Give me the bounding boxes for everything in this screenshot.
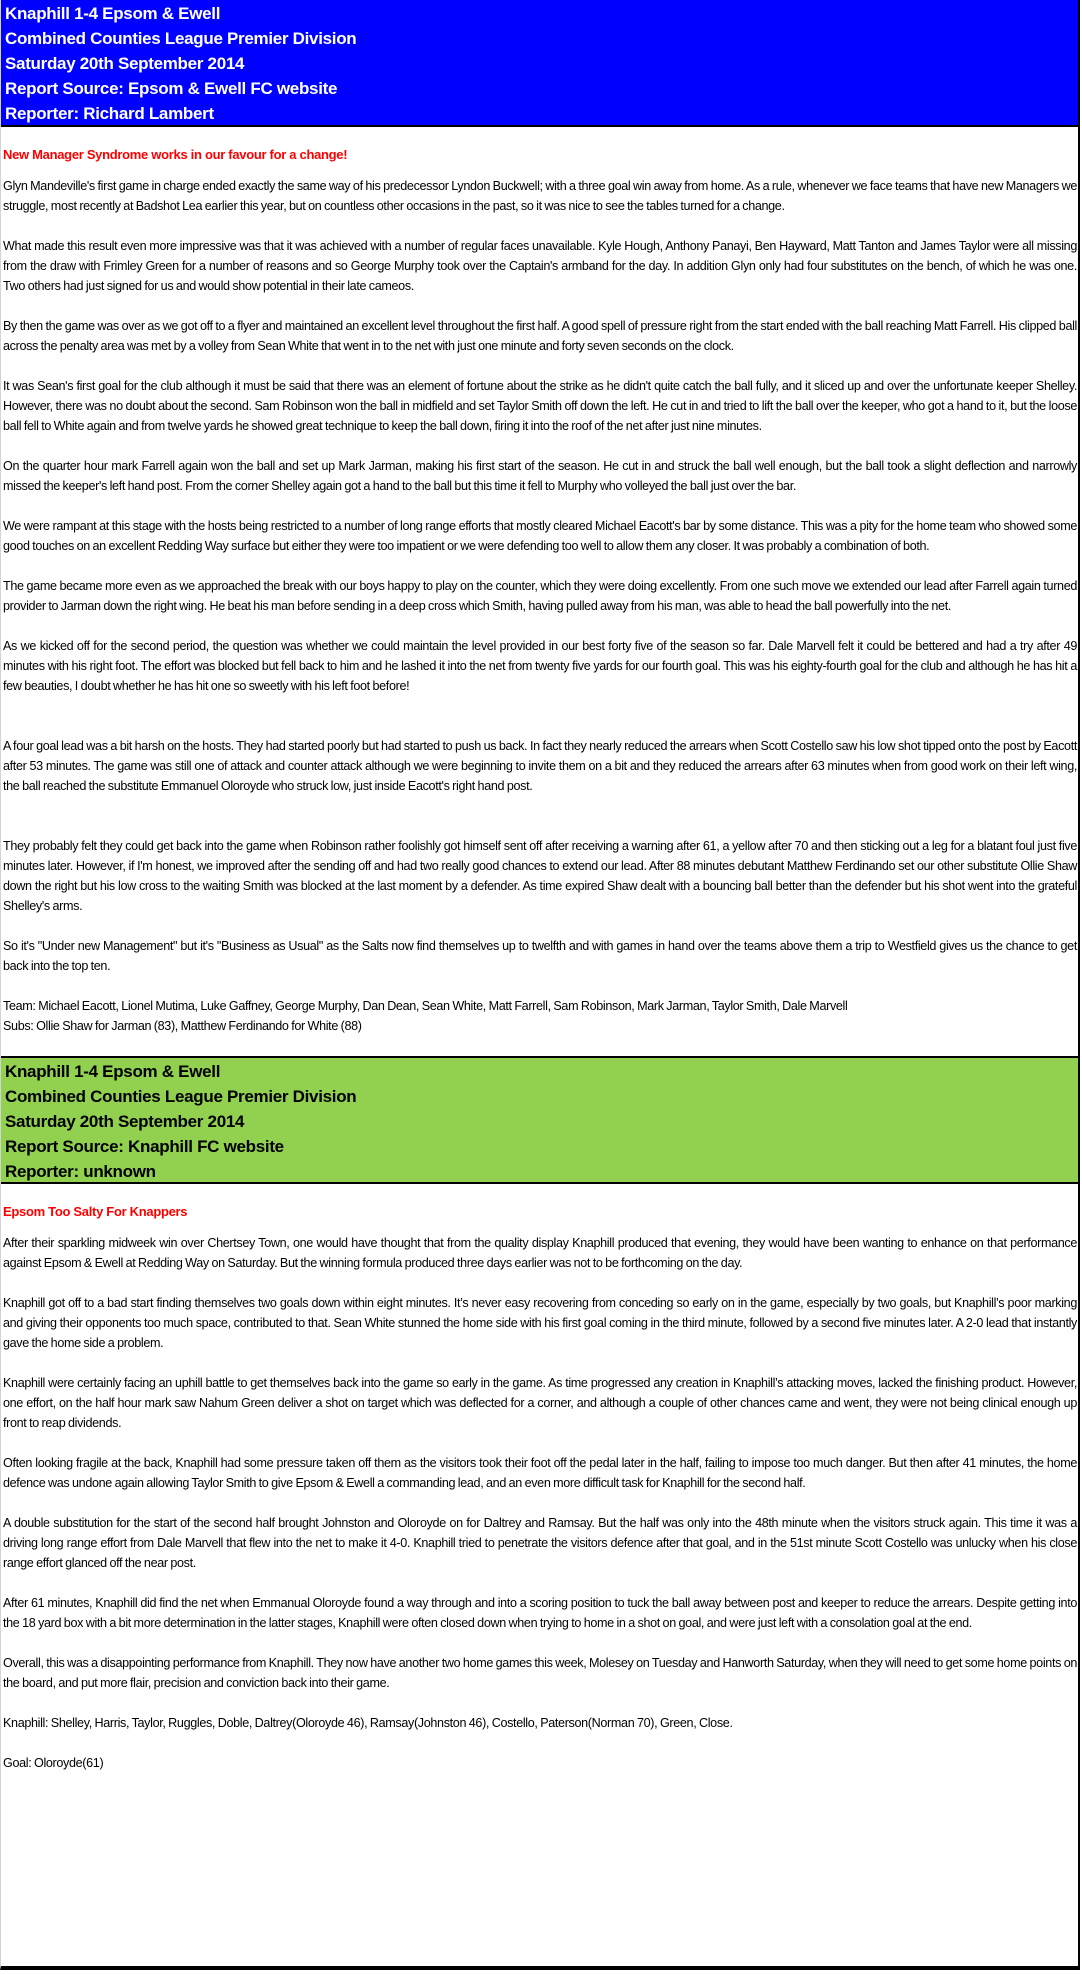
- match-date: Saturday 20th September 2014: [5, 54, 245, 73]
- report-body-epsom: [1, 127, 1078, 1056]
- reporter: Reporter: unknown: [5, 1162, 156, 1181]
- report-paragraph: After 61 minutes, Knaphill did find the net when Emmanual Oloroyde found a way through and into a scoring position to tuck the ball away between post and keeper to reduce the arrears. Despite getting into the 18 yard box with a bit more determination in the latter stages, Knaphill were often closed down when trying to home in a shot on goal, and were just left with a consolation goal at the end.: [3, 1596, 1077, 1630]
- report-paragraph: The game became more even as we approached the break with our boys happy to play on the counter, which they were doing excellently. From one such move we extended our lead after Farrell again turned provider to Jarman down the right wing. He beat his man before sending in a deep cross which Smith, having pulled away from his man, was able to head the ball powerfully into the net.: [3, 579, 1077, 613]
- report-headline: New Manager Syndrome works in our favour for a change!: [3, 147, 348, 162]
- match-title: Knaphill 1-4 Epsom & Ewell: [5, 1062, 221, 1081]
- report-paragraph: What made this result even more impressive was that it was achieved with a number of regular faces unavailable. Kyle Hough, Anthony Panayi, Ben Hayward, Matt Tanton and James Taylor were all missing from the draw with Frimley Green for a number of reasons and so George Murphy took over the Captain's armband for the day. In addition Glyn only had four substitutes on the bench, of which he was one. Two others had just signed for us and would show potential in their late cameos.: [3, 239, 1077, 293]
- report-paragraph: By then the game was over as we got off to a flyer and maintained an excellent level throughout the first half. A good spell of pressure right from the start ended with the ball reaching Matt Farrell. His clipped ball across the penalty area was met by a volley from Sean White that went in to the net with just one minute and forty seven seconds on the clock.: [3, 319, 1077, 353]
- match-date: Saturday 20th September 2014: [5, 1112, 245, 1131]
- report-paragraph: They probably felt they could get back into the game when Robinson rather foolishly got himself sent off after receiving a warning after 61, a yellow after 70 and then sticking out a leg for a blatant foul just five minutes later. However, if I'm honest, we improved after the sending off and had two really good chances to extend our lead. After 88 minutes debutant Matthew Ferdinando set our other substitute Ollie Shaw down the right but his low cross to the waiting Smith was blocked at the last moment by a defender. As time expired Shaw dealt with a bouncing ball better than the defender but his shot went into the grateful Shelley's arms.: [3, 839, 1077, 913]
- competition: Combined Counties League Premier Division: [5, 1087, 357, 1106]
- report-paragraph: Glyn Mandeville's first game in charge ended exactly the same way of his predecessor Lyndon Buckwell; with a three goal win away from home. As a rule, whenever we face teams that have new Managers we struggle, most recently at Badshot Lea earlier this year, but on countless other occasions in the past, so it was nice to see the tables turned for a change.: [3, 179, 1077, 213]
- match-title: Knaphill 1-4 Epsom & Ewell: [5, 4, 221, 23]
- report-paragraph: On the quarter hour mark Farrell again won the ball and set up Mark Jarman, making his first start of the season. He cut in and struck the ball well enough, but the ball took a slight deflection and narrowly missed the keeper's left hand post. From the corner Shelley again got a hand to the ball but this time it fell to Murphy who volleyed the ball just over the bar.: [3, 459, 1077, 493]
- report-paragraph: Overall, this was a disappointing performance from Knaphill. They now have another two home games this week, Molesey on Tuesday and Hanworth Saturday, when they will need to get some home points on the board, and put more flair, precision and conviction back into their game.: [3, 1656, 1077, 1690]
- report-paragraph: Knaphill were certainly facing an uphill battle to get themselves back into the game so early in the game. As time progressed any creation in Knaphill’s attacking moves, lacked the finishing product. However, one effort, on the half hour mark saw Nahum Green deliver a shot on target which was deflected for a corner, and although a couple of other chances came and went, they were not being clinical enough up front to reap dividends.: [3, 1376, 1077, 1430]
- report-headline: Epsom Too Salty For Knappers: [3, 1204, 188, 1219]
- report-paragraph: It was Sean's first goal for the club although it must be said that there was an element of fortune about the strike as he didn't quite catch the ball fully, and it sliced up and over the unfortunate keeper Shelley. However, there was no doubt about the second. Sam Robinson won the ball in midfield and set Taylor Smith off down the left. He cut in and tried to lift the ball over the keeper, who got a hand to it, but the loose ball fell to White again and from twelve yards he showed great technique to keep the ball down, firing it into the roof of the net after just nine minutes.: [3, 379, 1077, 433]
- team-lineup: Team: Michael Eacott, Lionel Mutima, Luke Gaffney, George Murphy, Dan Dean, Sean White, Matt Farrell, Sam Robinson, Mark Jarman, Taylor Smith, Dale Marvell: [3, 999, 848, 1013]
- report-body-knaphill: [1, 1184, 1078, 1773]
- report-header-knaphill: [1, 1056, 1078, 1184]
- report-paragraph: So it's "Under new Management" but it's "Business as Usual" as the Salts now find themselves up to twelfth and with games in hand over the teams above them a trip to Westfield gives us the chance to get back into the top ten.: [3, 939, 1077, 973]
- substitutes: Subs: Ollie Shaw for Jarman (83), Matthew Ferdinando for White (88): [3, 1019, 362, 1033]
- report-source: Report Source: Knaphill FC website: [5, 1137, 284, 1156]
- report-paragraph: We were rampant at this stage with the hosts being restricted to a number of long range efforts that mostly cleared Michael Eacott's bar by some distance. This was a pity for the home team who showed some good touches on an excellent Redding Way surface but either they were too impatient or we were defending too well to allow them any closer. It was probably a combination of both.: [3, 519, 1077, 553]
- report-paragraph: Often looking fragile at the back, Knaphill had some pressure taken off them as the visitors took their foot off the pedal later in the half, failing to impose too much danger. But then after 41 minutes, the home defence was undone again allowing Taylor Smith to give Epsom & Ewell a commanding lead, and an even more difficult task for Knaphill for the second half.: [3, 1456, 1077, 1490]
- competition: Combined Counties League Premier Division: [5, 29, 357, 48]
- report-paragraph: A four goal lead was a bit harsh on the hosts. They had started poorly but had started to push us back. In fact they nearly reduced the arrears when Scott Costello saw his low shot tipped onto the post by Eacott after 53 minutes. The game was still one of attack and counter attack although we were beginning to invite them on a bit and they reduced the arrears after 63 minutes when from good work on their left wing, the ball reached the substitute Emmanuel Oloroyde who struck low, just inside Eacott's right hand post.: [3, 739, 1077, 793]
- report-paragraph: A double substitution for the start of the second half brought Johnston and Oloroyde on for Daltrey and Ramsay. But the half was only into the 48th minute when the visitors struck again. This time it was a driving long range effort from Dale Marvell that flew into the net to make it 4-0. Knaphill tried to penetrate the visitors defence after that goal, and in the 51st minute Scott Costello was unlucky when his close range effort glanced off the near post.: [3, 1516, 1077, 1570]
- goal-scorers: Goal: Oloroyde(61): [3, 1756, 104, 1770]
- report-paragraph: As we kicked off for the second period, the question was whether we could maintain the level provided in our best forty five of the season so far. Dale Marvell felt it could be bettered and had a try after 49 minutes with his right foot. The effort was blocked but fell back to him and he lashed it into the net from twenty five yards for our fourth goal. This was his eighty-fourth goal for the club and although he has hit a few beauties, I doubt whether he has hit one so sweetly with his left foot before!: [3, 639, 1077, 693]
- team-lineup: Knaphill: Shelley, Harris, Taylor, Ruggles, Doble, Daltrey(Oloroyde 46), Ramsay(Johnston 46), Costello, Paterson(Norman 70), Green, Close.: [3, 1716, 733, 1730]
- report-paragraph: Knaphill got off to a bad start finding themselves two goals down within eight minutes. It’s never easy recovering from conceding so early on in the game, especially by two goals, but Knaphill’s poor marking and giving their opponents too much space, contributed to that. Sean White stunned the home side with his first goal coming in the third minute, followed by a second five minutes later. A 2-0 lead that instantly gave the home side a problem.: [3, 1296, 1077, 1350]
- report-source: Report Source: Epsom & Ewell FC website: [5, 79, 338, 98]
- report-header-epsom: [1, 0, 1078, 127]
- reporter: Reporter: Richard Lambert: [5, 104, 214, 123]
- report-paragraph: After their sparkling midweek win over Chertsey Town, one would have thought that from the quality display Knaphill produced that evening, they would have been wanting to enhance on that performance against Epsom & Ewell at Redding Way on Saturday. But the winning formula produced three days earlier was not to be forthcoming on the day.: [3, 1236, 1077, 1270]
